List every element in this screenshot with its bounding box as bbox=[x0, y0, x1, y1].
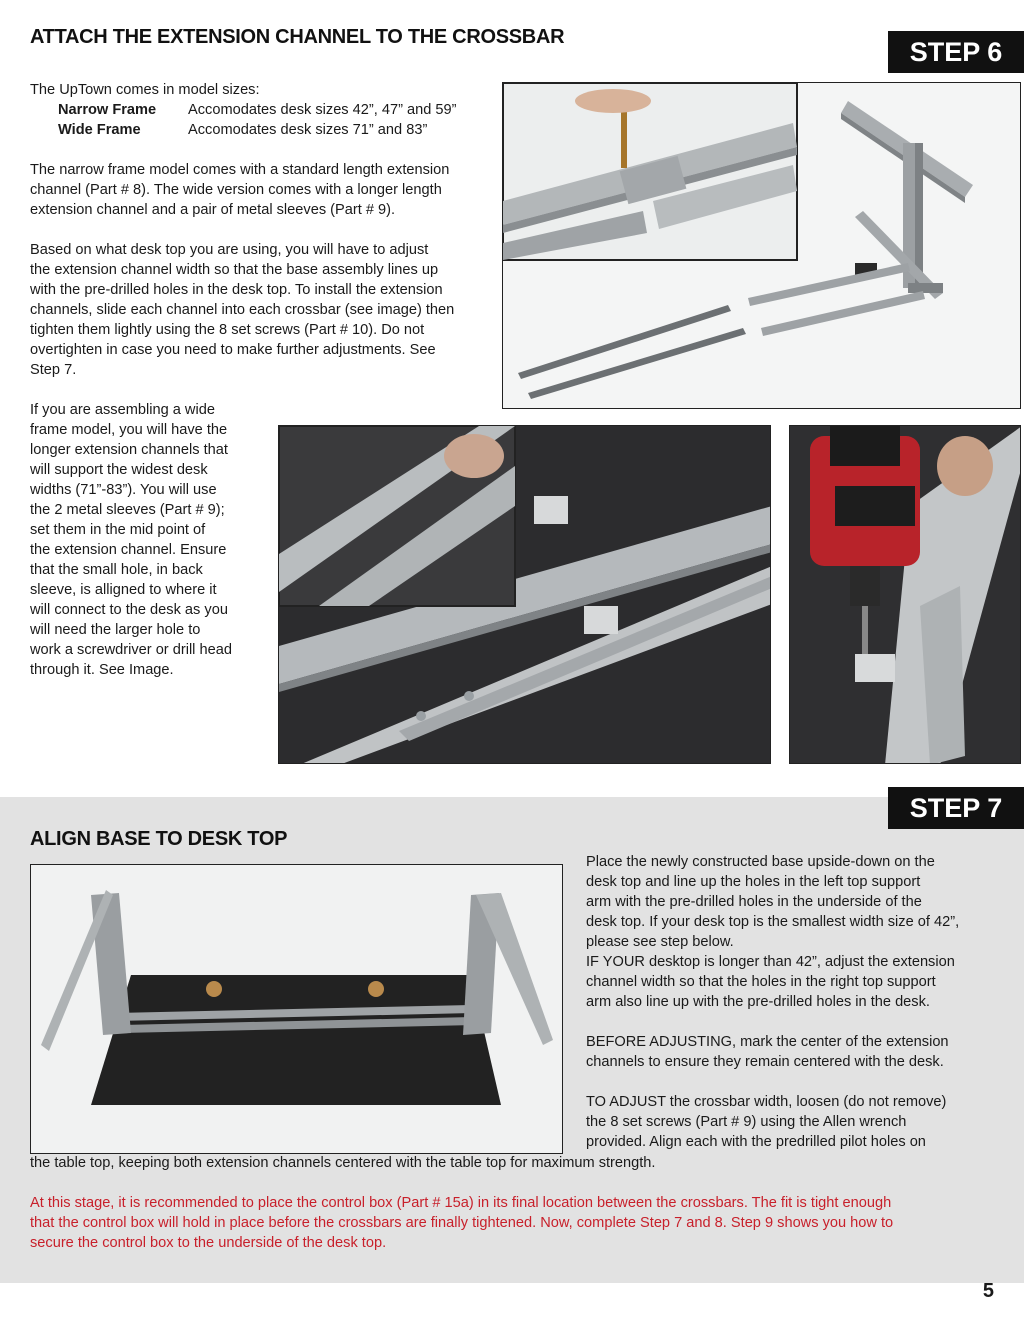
crossbar-assembly-illustration bbox=[503, 83, 1021, 409]
para-wide-line: set them in the mid point of bbox=[30, 522, 206, 538]
para-wide-line: through it. See Image. bbox=[30, 662, 174, 678]
instruction-spacer bbox=[586, 1012, 1016, 1032]
para-wide-line: will need the larger hole to bbox=[30, 622, 201, 638]
instruction-line: provided. Align each with the predrilled pilot holes on bbox=[586, 1134, 926, 1150]
step7-title: ALIGN BASE TO DESK TOP bbox=[30, 828, 288, 850]
instruction-line: Place the newly constructed base upside-down on the bbox=[586, 854, 935, 870]
instruction-line: channel width so that the holes in the right top support bbox=[586, 974, 936, 990]
para-adjust-line: channels, slide each channel into each crossbar (see image) then bbox=[30, 302, 455, 318]
instruction-line: arm also line up with the pre-drilled holes in the desk. bbox=[586, 994, 930, 1010]
step6-title: ATTACH THE EXTENSION CHANNEL TO THE CROSSBAR bbox=[30, 26, 565, 48]
note-line: that the control box will hold in place before the crossbars are finally tightened. Now, complete Step 7 and 8. Step 9 shows you how to bbox=[30, 1215, 894, 1231]
frame-name: Narrow Frame bbox=[58, 102, 157, 118]
instruction-line: arm with the pre-drilled holes in the underside of the bbox=[586, 894, 922, 910]
para-wide-line: will support the widest desk bbox=[30, 462, 208, 478]
frame-desc: Accomodates desk sizes 71” and 83” bbox=[188, 122, 428, 138]
instruction-spacer bbox=[586, 1072, 1016, 1092]
frame-desc: Accomodates desk sizes 42”, 47” and 59” bbox=[188, 102, 457, 118]
instruction-line: desk top and line up the holes in the left top support bbox=[586, 874, 921, 890]
para-wide-line: If you are assembling a wide bbox=[30, 402, 215, 418]
base-on-desktop-illustration bbox=[31, 865, 563, 1154]
para-wide-line: longer extension channels that bbox=[30, 442, 228, 458]
para-extension-line: channel (Part # 8). The wide version comes with a longer length bbox=[30, 182, 442, 198]
page-number: 5 bbox=[982, 1280, 994, 1302]
drill-photo bbox=[789, 425, 1021, 764]
instruction-line: IF YOUR desktop is longer than 42”, adjust the extension bbox=[586, 954, 955, 970]
instruction-line: desk top. If your desk top is the smallest width size of 42”, bbox=[586, 914, 960, 930]
para-wide-line: sleeve, is alligned to where it bbox=[30, 582, 217, 598]
drill-illustration bbox=[790, 426, 1021, 764]
para-adjust-line: overtighten in case you need to make further adjustments. See bbox=[30, 342, 436, 358]
para-wide-line: frame model, you will have the bbox=[30, 422, 228, 438]
intro-line: The UpTown comes in model sizes: bbox=[30, 82, 260, 98]
step7-full-line: the table top, keeping both extension channels centered with the table top for maximum strength. bbox=[30, 1155, 656, 1171]
para-adjust-line: with the pre-drilled holes in the desk top. To install the extension bbox=[30, 282, 443, 298]
para-wide-line: work a screwdriver or drill head bbox=[30, 642, 232, 658]
instruction-line: TO ADJUST the crossbar width, loosen (do not remove) bbox=[586, 1094, 947, 1110]
step6-badge: STEP 6 bbox=[888, 31, 1024, 73]
para-adjust-line: Based on what desk top you are using, you will have to adjust bbox=[30, 242, 429, 258]
metal-sleeves-illustration bbox=[279, 426, 771, 764]
note-line: At this stage, it is recommended to place the control box (Part # 15a) in its final location between the crossbars. The fit is tight enough bbox=[30, 1195, 892, 1211]
instruction-line: please see step below. bbox=[586, 934, 734, 950]
step7-badge: STEP 7 bbox=[888, 787, 1024, 829]
para-wide-line: that the small hole, in back bbox=[30, 562, 203, 578]
para-wide-line: widths (71”-83”). You will use bbox=[30, 482, 217, 498]
step7-instructions bbox=[586, 852, 1016, 1152]
frame-name: Wide Frame bbox=[58, 122, 141, 138]
crossbar-assembly-photo bbox=[502, 82, 1021, 409]
frame-row-narrow bbox=[30, 100, 500, 120]
metal-sleeves-photo bbox=[278, 425, 771, 764]
para-adjust-line: tighten them lightly using the 8 set screws (Part # 10). Do not bbox=[30, 322, 425, 338]
para-wide-line: the 2 metal sleeves (Part # 9); bbox=[30, 502, 225, 518]
instruction-line: channels to ensure they remain centered with the desk. bbox=[586, 1054, 944, 1070]
para-wide-line: the extension channel. Ensure bbox=[30, 542, 227, 558]
instruction-line: the 8 set screws (Part # 9) using the Allen wrench bbox=[586, 1114, 907, 1130]
instruction-line: BEFORE ADJUSTING, mark the center of the extension bbox=[586, 1034, 949, 1050]
base-on-desktop-photo bbox=[30, 864, 563, 1154]
control-box-note bbox=[30, 1193, 1020, 1253]
note-line: secure the control box to the underside of the desk top. bbox=[30, 1235, 387, 1251]
para-adjust-line: the extension channel width so that the base assembly lines up bbox=[30, 262, 439, 278]
para-adjust-line: Step 7. bbox=[30, 362, 77, 378]
para-extension-line: The narrow frame model comes with a standard length extension bbox=[30, 162, 450, 178]
para-extension-line: extension channel and a pair of metal sleeves (Part # 9). bbox=[30, 202, 396, 218]
para-wide-line: will connect to the desk as you bbox=[30, 602, 228, 618]
frame-row-wide bbox=[30, 120, 500, 140]
